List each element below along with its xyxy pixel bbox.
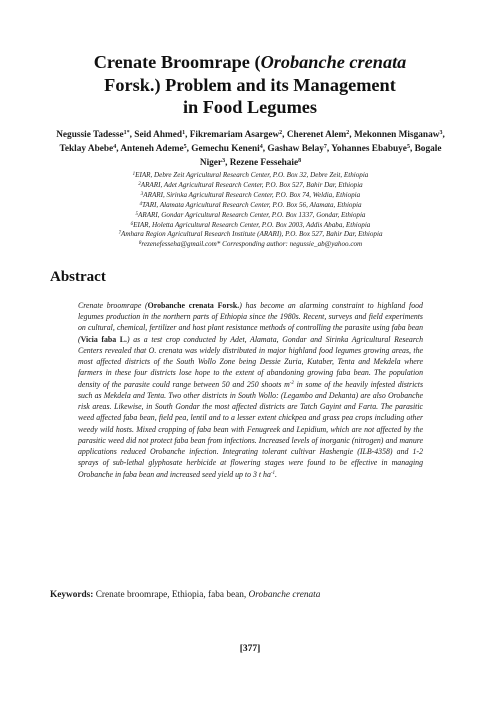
page-number: [377] (239, 644, 261, 654)
author-name: Negussie Tadesse (56, 130, 124, 140)
affiliation-marker: 4 (139, 201, 142, 207)
keywords-italic: Orobanche crenata (248, 590, 321, 600)
author-name: Yohannes Ebabuye (331, 144, 407, 155)
unit-superscript: -1 (270, 470, 276, 476)
author-name: Mekonnen Misganaw (353, 130, 440, 140)
affiliation-text: ARARI, Gondar Agricultural Research Center, P.O. Box 1337, Gondar, Ethiopia (138, 210, 366, 219)
author-name: Rezene Fessehaie (229, 158, 299, 169)
author-name: Teklay Abebe (59, 144, 114, 155)
title-line-1 (40, 51, 460, 74)
author-affiliation-marker: 3 (222, 158, 226, 165)
author-name: Gemechu Keneni (191, 144, 260, 155)
affiliation-marker: 8 (138, 241, 142, 247)
affiliation-text: ARARI, Sirinka Agricultural Research Center, P.O. Box 74, Weldia, Ethiopia (143, 190, 361, 199)
keywords-line (50, 590, 460, 600)
affiliation-text: ARARI, Adet Agricultural Research Center, P.O. Box 527, Bahir Dar, Ethiopia (140, 180, 363, 189)
affiliation-marker: 7 (118, 231, 121, 237)
affiliation-marker: 3 (140, 191, 144, 197)
affiliation-line (52, 181, 449, 191)
affiliation-list (52, 171, 449, 250)
paper-title (40, 51, 460, 119)
abstract-body: Crenate broomrape (Orobanche crenata Forsk.) has become an alarming constraint to highland food legumes production in the northern parts of Ethiopia since the 1980s. Recent, surveys and field experiments on cultural, chemical, fertilizer and host plant resistance methods of controlling the parasite using faba bean (Vicia faba L.) as a test crop conducted by Adet, Alamata, Gondar and Sirinka Agricultural Research Centers revealed that O. crenata was widely distributed in major highland food legumes growing areas, the most affected districts of the South Wollo Zone being Dessie Zuria, Kutaber, Tenta and Mekdela where farmers in these four districts lose hope to the extent of abandoning growing faba bean. The population density of the parasite could range between 50 and 250 shoots $m^{-2}$ in some of the heavily infested districts such as Mekdela and Tenta. Two other districts in South Wollo: (Legambo and Dekanta) are also Orobanche risk areas. Likewise, in South Gondar the most affected districts are Tatch Gayint and Farta. The parasitic weed affected faba bean, field pea, lentil and to a lesser extent chickpea and grass pea crops including other weedy wild hosts. Mixed cropping of faba bean with Fenugreek and Lepidium, which are not affected by the parasitic weed did not protect faba bean from infections. Increased levels of inorganic (nitrogen) and manure applications reduced Orobanche infection. Integrating tolerant cultivar Hashengie (ILB-4358) and 1-2 sprays of sub-lethal glyphosate herbicide at flowering stages were found to be effective in managing Orobanche in faba bean and increased seed yield up to 3 t $ha^{-1}$. (78, 301, 423, 479)
title-species-italic: Orobanche crenata (260, 52, 407, 72)
author-name: Bogale Niger (199, 144, 442, 169)
author-name: Cherenet Alem (286, 130, 347, 140)
unit-superscript: -2 (289, 380, 294, 386)
author-affiliation-marker: 8 (298, 158, 302, 165)
affiliation-text: EIAR, Holetta Agricultural Research Center, P.O. Box 2003, Addis Ababa, Ethiopia (133, 220, 371, 229)
affiliation-text: EIAR, Debre Zeit Agricultural Research Center, P.O. Box 32, Debre Zeit, Ethiopia (135, 171, 369, 179)
title-text: Crenate Broomrape ( (93, 52, 261, 72)
author-name: Anteneh Ademe (120, 144, 184, 155)
author-affiliation-marker: 5 (406, 144, 410, 151)
crop-species-name: Vicia faba L. (80, 334, 127, 344)
affiliation-line (52, 171, 449, 181)
author-affiliation-marker: 1* (123, 130, 130, 136)
affiliation-text: rezenefesseha@gmail.com* Corresponding author: negussie_ab@yahoo.com (141, 240, 363, 249)
author-name: Fikremariam Asargew (189, 130, 280, 140)
author-affiliation-marker: 3 (439, 130, 443, 136)
author-name: Gashaw Belay (267, 144, 324, 155)
affiliation-line (52, 191, 449, 201)
affiliation-marker: 6 (130, 221, 134, 227)
author-affiliation-marker: 5 (183, 144, 187, 151)
author-affiliation-marker: 1 (182, 130, 186, 136)
author-affiliation-marker: 2 (346, 130, 350, 136)
author-list: Negussie Tadesse$^{1*}$, Seid Ahmed$^1$, Fikremariam Asargew$^2$, Cherenet Alem$^2$, Mekonnen Misganaw$^3$, Teklay Abebe$^4$, Anteneh Ademe$^5$, Gemechu Keneni$^4$, Gashaw Belay$^7$, Yohannes Ebabuye$^5$, Bogale Niger$^3$, Rezene Fessehaie$^8$ (56, 130, 445, 169)
affiliation-marker: 2 (138, 181, 141, 187)
keywords-label: Keywords: (50, 590, 94, 600)
title-line-3: in Food Legumes (182, 97, 318, 117)
species-name: Orobanche crenata Forsk. (147, 301, 240, 310)
affiliation-line (52, 240, 449, 250)
affiliation-marker: 5 (135, 211, 139, 217)
affiliation-line (52, 221, 449, 231)
author-name: Seid Ahmed (134, 130, 183, 140)
keywords-text: Crenate broomrape, Ethiopia, faba bean, (93, 590, 249, 600)
author-affiliation-marker: 2 (279, 130, 283, 136)
affiliation-text: TARI, Alamata Agricultural Research Center, P.O. Box 56, Alamata, Ethiopia (141, 200, 362, 209)
affiliation-text: Amhara Region Agricultural Research Institute (ARARI), P.O. Box 527, Bahir Dar, Ethiopia (120, 230, 383, 239)
author-affiliation-marker: 4 (259, 144, 263, 151)
author-affiliation-marker: 7 (323, 144, 327, 151)
affiliation-marker: 1 (132, 172, 136, 177)
author-affiliation-marker: 4 (113, 144, 117, 151)
affiliation-line (52, 230, 449, 240)
affiliation-line (52, 201, 449, 211)
title-line-2: Forsk.) Problem and its Management (104, 74, 396, 95)
affiliation-line (52, 211, 449, 221)
abstract-heading: Abstract (50, 269, 106, 285)
